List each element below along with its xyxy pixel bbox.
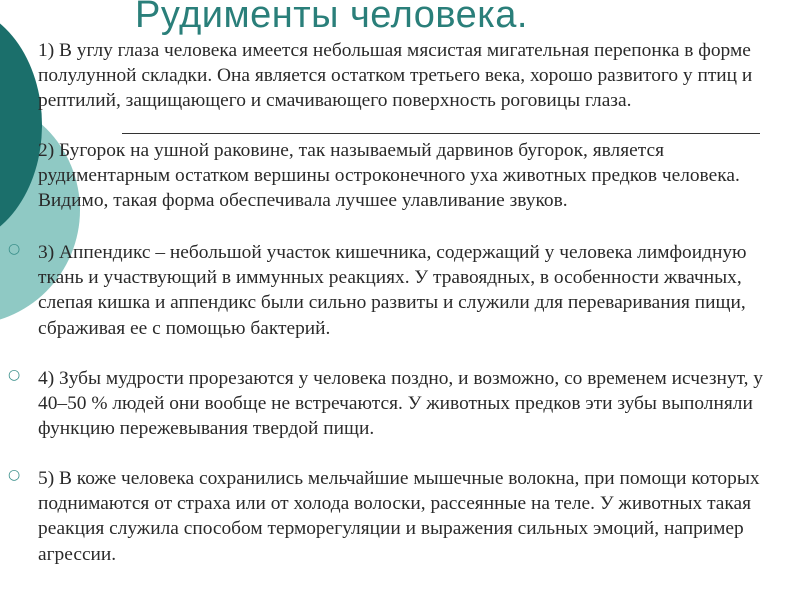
item-text-5: 5) В коже человека сохранились мельчайшие мышечные волокна, при помощи которых поднимаются от страха или от холода волоски, рассеянные на теле. У животных такая реакция служила способом терморегуляции и выражения сильных эмоций, например агрессии. (38, 468, 760, 565)
bullet-icon: ○ (8, 367, 21, 383)
slide-title: Рудименты человека. (135, 0, 528, 36)
list-item-4 (8, 366, 790, 442)
list-item-1 (38, 38, 790, 114)
item-text-2: 2) Бугорок на ушной раковине, так называемый дарвинов бугорок, является рудиментарным остатком вершины остроконечного уха животных предков человека. Видимо, такая форма обеспечивала лучшее улавливание звуков. (38, 140, 740, 212)
list-item-3 (8, 240, 790, 341)
list-item-5 (8, 466, 790, 567)
item-text-3: 3) Аппендикс – небольшой участок кишечника, содержащий у человека лимфоидную ткань и участвующий в иммунных реакциях. У травоядных, в особенности жвачных, слепая кишка и аппендикс были сильно развиты и служили для переваривания пищи, сбраживая ее с помощью бактерий. (38, 242, 747, 339)
item-text-1: 1) В углу глаза человека имеется небольшая мясистая мигательная перепонка в форме полулунной складки. Она является остатком третьего века, хорошо развитого у птиц и рептилий, защищающего и смачивающего поверхность роговицы глаза. (38, 40, 753, 112)
item-text-4: 4) Зубы мудрости прорезаются у человека поздно, и возможно, со временем исчезнут, у 40–50 % людей они вообще не встречаются. У животных предков эти зубы выполняли функцию пережевывания твердой пищи. (38, 368, 763, 440)
bullet-icon: ○ (8, 467, 21, 483)
divider-line (122, 133, 760, 134)
bullet-icon: ○ (8, 241, 21, 257)
list-item-2 (38, 138, 790, 214)
